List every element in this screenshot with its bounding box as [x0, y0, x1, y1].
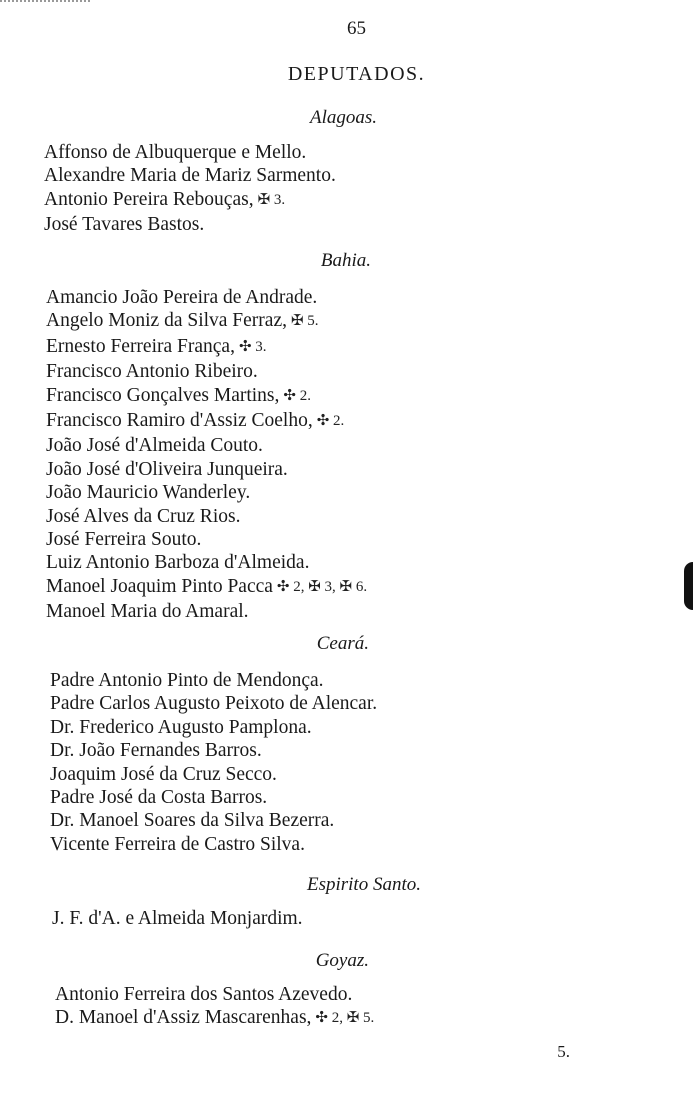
- list-ceara: [0, 669, 693, 856]
- list-goyaz: [0, 983, 693, 1032]
- section-title-ceara: Ceará.: [316, 633, 369, 654]
- list-item: Dr. Manoel Soares da Silva Bezerra.: [50, 810, 335, 832]
- list-item: Joaquim José da Cruz Secco.: [50, 763, 277, 785]
- list-item: José Alves da Cruz Rios.: [46, 505, 241, 527]
- list-item: Alexandre Maria de Mariz Sarmento.: [44, 165, 336, 187]
- section-title-alagoas: Alagoas.: [309, 107, 377, 128]
- order-decoration: ✠ 5.: [290, 313, 319, 330]
- order-decoration: ✣ 2.: [283, 387, 311, 404]
- order-decoration: ✣ 2.: [316, 413, 345, 430]
- list-item: Antonio Ferreira dos Santos Azevedo.: [55, 984, 353, 1005]
- section-espirito-santo: [0, 873, 693, 930]
- list-item: Angelo Moniz da Silva Ferraz, ✠ 5.: [46, 309, 693, 334]
- section-title-bahia: Bahia.: [320, 250, 371, 271]
- list-item: Dr. Frederico Augusto Pamplona.: [50, 716, 312, 738]
- list-item: Ernesto Ferreira França, ✣ 3.: [46, 335, 693, 360]
- list-item: José Tavares Bastos.: [44, 214, 205, 236]
- order-decoration: ✠ 3.: [257, 191, 286, 208]
- list-item: Amancio João Pereira de Andrade.: [46, 287, 318, 308]
- list-item: Vicente Ferreira de Castro Silva.: [50, 833, 305, 855]
- section-title-goyaz: Goyaz.: [315, 950, 369, 971]
- section-goyaz: [0, 949, 693, 1032]
- page-number: 65: [347, 18, 366, 39]
- list-item: Francisco Gonçalves Martins, ✣ 2.: [46, 384, 693, 409]
- list-item: J. F. d'A. e Almeida Monjardim.: [52, 908, 303, 929]
- list-item: João José d'Almeida Couto.: [46, 435, 263, 457]
- list-item: Luiz Antonio Barboza d'Almeida.: [46, 552, 310, 574]
- section-alagoas: [0, 106, 693, 237]
- list-item: João José d'Oliveira Junqueira.: [46, 458, 288, 480]
- order-decoration: ✣ 2, ✠ 5.: [315, 1010, 375, 1027]
- list-item: Francisco Ramiro d'Assiz Coelho, ✣ 2.: [46, 409, 693, 434]
- list-item: Manoel Joaquim Pinto Pacca ✣ 2, ✠ 3, ✠ 6.: [46, 575, 693, 600]
- list-bahia: [0, 286, 693, 624]
- signature-mark: 5.: [557, 1042, 570, 1061]
- main-heading: DEPUTADOS.: [287, 63, 426, 85]
- list-item: José Ferreira Souto.: [46, 529, 202, 551]
- page-edge-shadow: [684, 562, 693, 610]
- list-item: Padre José da Costa Barros.: [50, 787, 268, 809]
- list-item: João Mauricio Wanderley.: [46, 482, 251, 504]
- section-ceara: [0, 632, 693, 856]
- order-decoration: ✣ 2, ✠ 3, ✠ 6.: [276, 578, 368, 595]
- order-decoration: ✣ 3.: [238, 338, 267, 355]
- list-espirito-santo: [0, 907, 693, 930]
- list-alagoas: [0, 141, 693, 237]
- section-bahia: [0, 249, 693, 624]
- page-edge-scuff: [0, 0, 90, 6]
- list-item: Francisco Antonio Ribeiro.: [46, 361, 258, 383]
- list-item: D. Manoel d'Assiz Mascarenhas, ✣ 2, ✠ 5.: [55, 1006, 693, 1031]
- list-item: Manoel Maria do Amaral.: [46, 601, 249, 623]
- list-item: Affonso de Albuquerque e Mello.: [44, 142, 307, 163]
- section-title-espirito-santo: Espirito Santo.: [306, 874, 421, 895]
- list-item: Padre Antonio Pinto de Mendonça.: [50, 670, 324, 691]
- list-item: Padre Carlos Augusto Peixoto de Alencar.: [50, 693, 378, 715]
- list-item: Antonio Pereira Rebouças, ✠ 3.: [44, 188, 693, 213]
- list-item: Dr. João Fernandes Barros.: [50, 740, 262, 762]
